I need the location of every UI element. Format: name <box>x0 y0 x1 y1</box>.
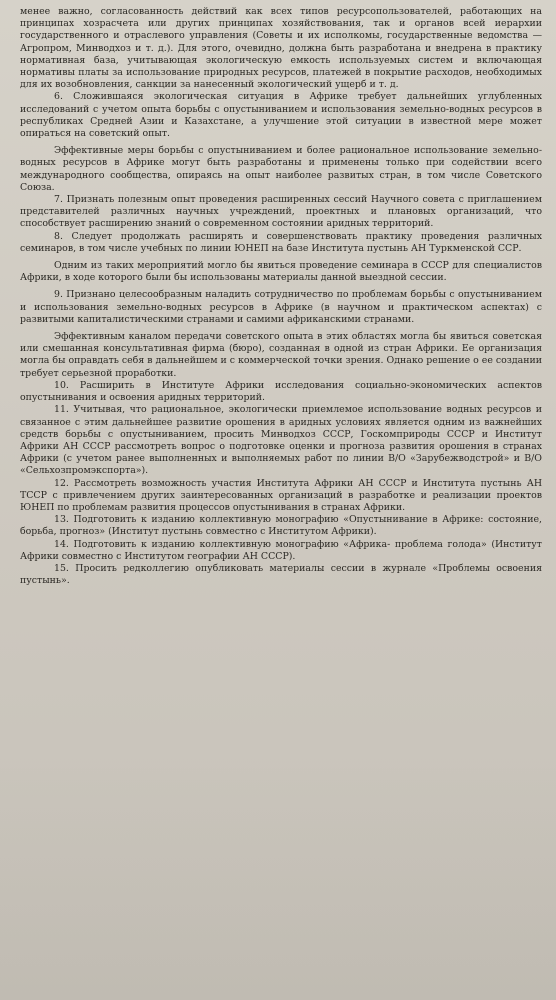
paragraph-item-9: 9. Признано целесообразным наладить сотрудничество по проблемам борьбы с опустыниванием и использования земельно-водных ресурсов в Африке (в научном и практическом аспектах) с развитыми капиталистическими странами и самими африканскими странами. <box>20 289 542 325</box>
paragraph-item-11: 11. Учитывая, что рациональное, экологически приемлемое использование водных ресурсов и связанное с этим дальнейшее развитие орошения в аридных условиях является одним из важнейших средств борьбы с опустыниванием, просить Минводхоз СССР, Госкомприроды СССР и Институт Африки АН СССР рассмотреть вопрос о подготовке оценки и прогноза развития орошения в странах Африки (с учетом ранее выполненных и выполняемых работ по линии В/О «Зарубежводстрой» и В/О «Сельхозпромэкспорта»). <box>20 404 542 477</box>
paragraph-item-6: 6. Сложившаяся экологическая ситуация в Африке требует дальнейших углубленных исследований с учетом опыта борьбы с опустыниванием и использования земельно-водных ресурсов в республиках Средней Азии и Казахстане, а улучшение этой ситуации в известной мере может опираться на советский опыт. <box>20 91 542 140</box>
paragraph-item-14: 14. Подготовить к изданию коллективную монографию «Африка- проблема голода» (Институт Африки совместно с Институтом географии АН СССР). <box>20 538 542 562</box>
paragraph-seminar: Одним из таких мероприятий могло бы явиться проведение семинара в СССР для специалистов Африки, в ходе которого были бы использованы материалы данной выездной сессии. <box>20 260 542 284</box>
paragraph-item-10: 10. Расширить в Институте Африки исследования социально-экономических аспектов опустынивания и освоения аридных территорий. <box>20 379 542 404</box>
paragraph-item-7: 7. Признать полезным опыт проведения расширенных сессий Научного совета с приглашением представителей различных научных учреждений, проектных и плановых организаций, что способствует расширению знаний о современном состоянии аридных территорий. <box>20 194 542 230</box>
paragraph-effective-measures: Эффективные меры борьбы с опустыниванием и более рациональное использование земельно-водных ресурсов в Африке могут быть разработаны и применены только при содействии всего международного сообщества, опираясь на опыт наиболее развитых стран, в том числе Советского Союза. <box>20 145 542 193</box>
paragraph-item-13: 13. Подготовить к изданию коллективную монографию «Опустынивание в Африке: состояние, борьба, прогноз» (Институт пустынь совместно с Институтом Африки). <box>20 514 542 538</box>
paragraph-item-12: 12. Рассмотреть возможность участия Института Африки АН СССР и Института пустынь АН ТССР с привлечением других заинтересованных организаций в разработке и реализации проектов ЮНЕП по проблемам развития процессов опустынивания в странах Африки. <box>20 477 542 513</box>
paragraph-continuation: менее важно, согласованность действий как всех типов ресурсопользователей, работающих на принципах хозрасчета или других принципах хозяйствования, так и органов всей иерархии государственного и отраслевого управления (Советы и их исполкомы, государственные ведомства — Агропром, Минводхоз и т. д.). Для этого, очевидно, должна быть разработана и внедрена в практику нормативная база, учитывающая экологическую емкость используемых систем и включающая нормативы платы за использование природных ресурсов, платежей в покрытие расходов, необходимых для их возобновления, санкции за нанесенный экологический ущерб и т. д. <box>20 6 542 91</box>
paragraph-consulting-firm: Эффективным каналом передачи советского опыта в этих областях могла бы явиться советская или смешанная консультативная фирма (бюро), созданная в одной из стран Африки. Ее организация могла бы оправдать себя в дальнейшем и с коммерческой точки зрения. Однако решение о ее создании требует серьезной проработки. <box>20 331 542 379</box>
paragraph-item-8: 8. Следует продолжать расширять и совершенствовать практику проведения различных семинаров, в том числе учебных по линии ЮНЕП на базе Института пустынь АН Туркменской ССР. <box>20 230 542 254</box>
paragraph-item-15: 15. Просить редколлегию опубликовать материалы сессии в журнале «Проблемы освоения пустынь». <box>20 562 542 587</box>
paper-shading <box>0 760 556 1000</box>
